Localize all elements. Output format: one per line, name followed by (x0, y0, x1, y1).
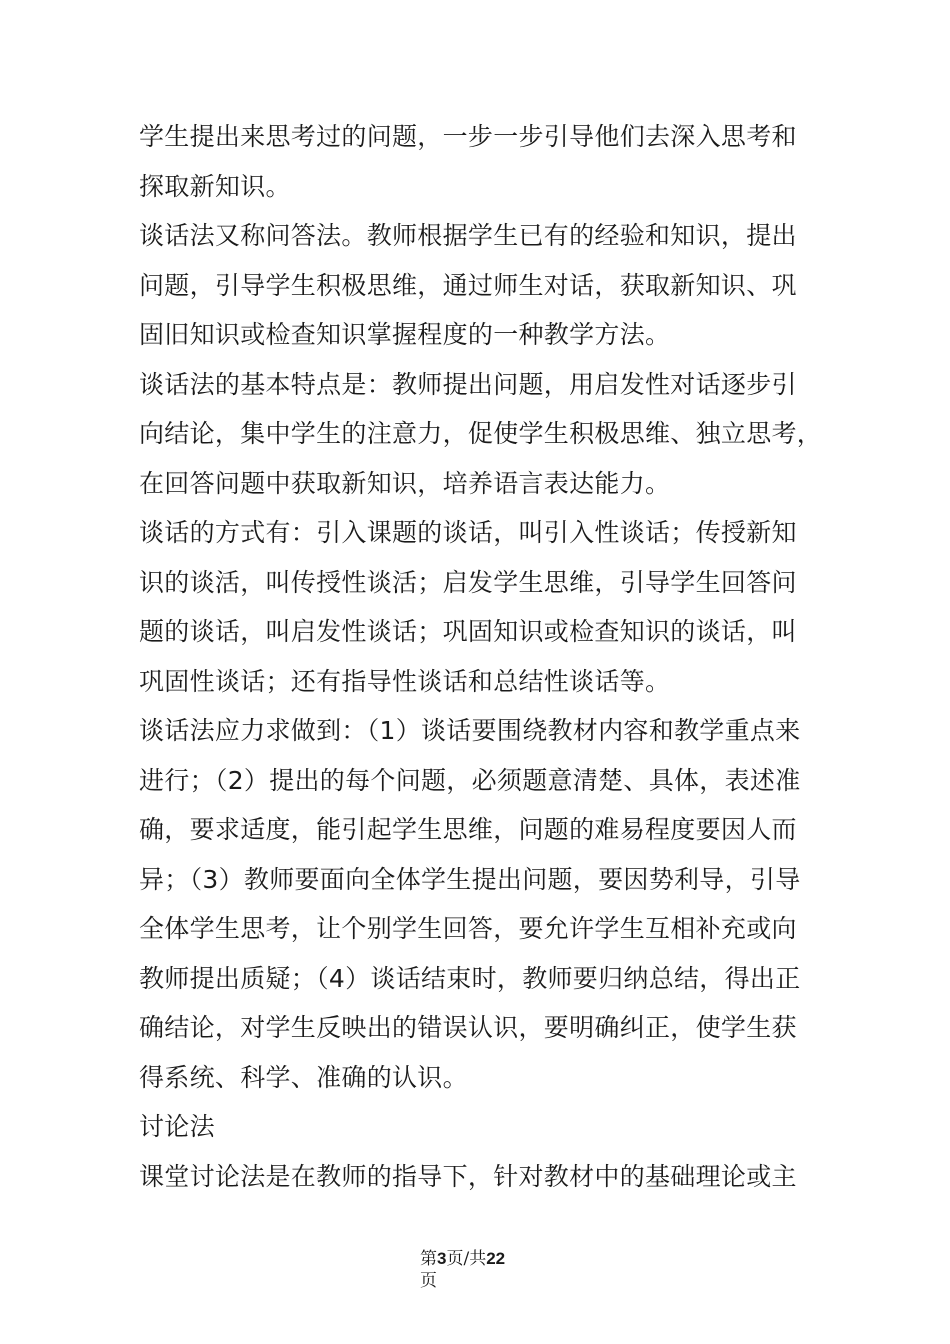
page-prefix: 第 (420, 1249, 437, 1269)
text-line: 巩固性谈话；还有指导性谈话和总结性谈话等。 (139, 666, 671, 696)
section-heading: 讨论法 (139, 1112, 215, 1141)
text-line: 谈话法的基本特点是：教师提出问题，用启发性对话逐步引 (139, 369, 797, 399)
total-page-number: 22 (486, 1249, 506, 1268)
text-line: 谈话法又称问答法。教师根据学生已有的经验和知识，提出 (139, 221, 797, 250)
text-line: 谈话的方式有：引入课题的谈话，叫引入性谈话；传授新知 (139, 518, 797, 547)
page-middle-text: 页/共 (446, 1249, 487, 1269)
text-line: 确，要求适度，能引起学生思维，问题的难易程度要因人而 (139, 815, 797, 844)
text-line: 得系统、科学、准确的认识。 (139, 1062, 468, 1092)
text-line: 问题，引导学生积极思维，通过师生对话，获取新知识、巩 (139, 270, 797, 300)
text-line: 学生提出来思考过的问题，一步一步引导他们去深入思考和 (139, 122, 797, 151)
text-line: 向结论，集中学生的注意力，促使学生积极思维、独立思考， (139, 419, 823, 448)
text-line: 课堂讨论法是在教师的指导下，针对教材中的基础理论或主 (139, 1161, 797, 1191)
current-page-number: 3 (437, 1249, 447, 1268)
text-line: 确结论，对学生反映出的错误认识，要明确纠正，使学生获 (139, 1013, 797, 1042)
text-line: 进行；（2）提出的每个问题，必须题意清楚、具体，表述准 (139, 765, 801, 795)
text-line: 题的谈话，叫启发性谈话；巩固知识或检查知识的谈话，叫 (139, 617, 797, 646)
text-line: 全体学生思考，让个别学生回答，要允许学生互相补充或向 (139, 914, 797, 943)
page-footer (420, 1248, 540, 1292)
text-line: 谈话法应力求做到：（1）谈话要围绕教材内容和教学重点来 (139, 716, 801, 745)
text-line: 识的谈活，叫传授性谈活；启发学生思维，引导学生回答问 (139, 567, 797, 597)
text-line: 探取新知识。 (139, 171, 291, 201)
text-line: 异；（3）教师要面向全体学生提出问题，要因势利导，引导 (139, 864, 801, 894)
body-text (139, 112, 829, 1201)
text-line: 在回答问题中获取新知识，培养语言表达能力。 (139, 468, 671, 498)
page-suffix: 页 (420, 1271, 437, 1291)
page-number-line (420, 1248, 540, 1270)
text-line: 固旧知识或检查知识掌握程度的一种教学方法。 (139, 320, 671, 349)
text-line: 教师提出质疑；（4）谈话结束时，教师要归纳总结，得出正 (139, 963, 801, 993)
